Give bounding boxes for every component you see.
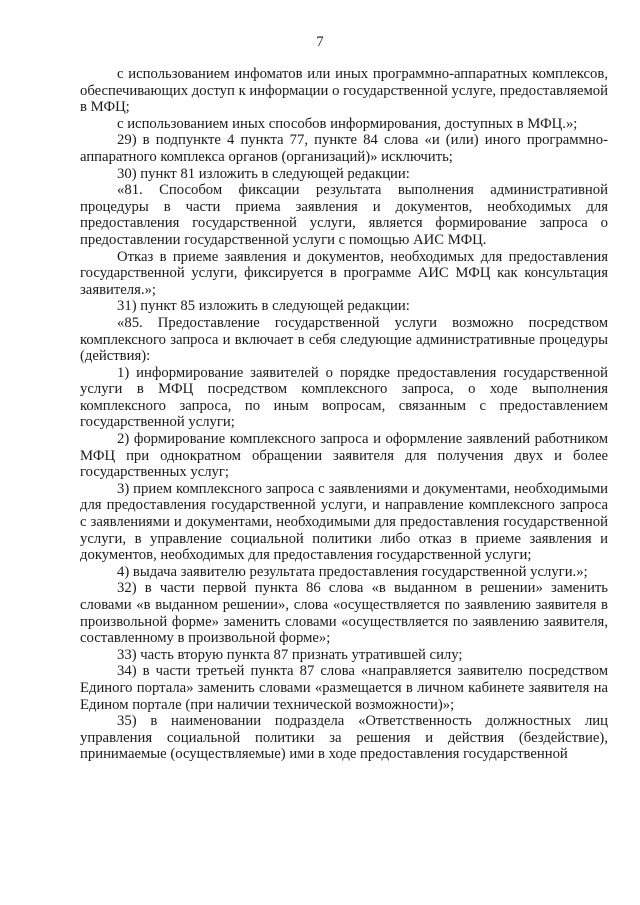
paragraph-item-35: 35) в наименовании подраздела «Ответственность должностных лиц управления социальной политики за решения и действия (бездействие), принимаемые (осуществляемые) ими в ходе предоставления государственной [80,713,608,763]
paragraph-other-methods: с использованием иных способов информирования, доступных в МФЦ.»; [117,115,578,132]
paragraph-clause-85: «85. Предоставление государственной услуги возможно посредством комплексного запроса и включает в себя следующие административные процедуры (действия): [80,314,608,365]
paragraph-sub-2: 2) формирование комплексного запроса и оформление заявлений работником МФЦ при однократном обращении заявителя для получения двух и более государственных услуг; [80,431,608,481]
paragraph-item-33: 33) часть вторую пункта 87 признать утратившей силу; [117,646,463,663]
paragraph-clause-81: «81. Способом фиксации результата выполнения административной процедуры в части приема заявления и документов, необходимых для предоставления государственной услуги, является формирование запроса о предоставлении государственной услуги с помощью АИС МФЦ. [80,182,608,248]
paragraph-sub-1: 1) информирование заявителей о порядке предоставления государственной услуги в МФЦ посредством комплексного запроса, о ходе выполнения комплексного запроса, по иным вопросам, связанным с предоставлением государственной услуги; [80,364,608,431]
paragraph-infomats: с использованием инфоматов или иных программно-аппаратных комплексов, обеспечивающих доступ к информации о государственной услуге, предоставляемой в МФЦ; [80,66,608,116]
paragraph-sub-4: 4) выдача заявителю результата предоставления государственной услуги.»; [117,563,588,580]
paragraph-item-32: 32) в части первой пункта 86 слова «в выданном в решении» заменить словами «в выданном решении», слова «осуществляется по заявлению заявителя в произвольной форме» заменить словами «осуществляется по заявлению заявителя, составленному в произвольной форме»; [80,580,608,647]
paragraph-item-29: 29) в подпункте 4 пункта 77, пункте 84 слова «и (или) иного программно-аппаратного комплекса органов (организаций)» исключить; [80,132,608,165]
page-number: 7 [316,34,324,50]
document-body [80,66,608,763]
paragraph-item-31: 31) пункт 85 изложить в следующей редакции: [117,298,410,315]
paragraph-item-30: 30) пункт 81 изложить в следующей редакции: [117,165,410,182]
paragraph-item-34: 34) в части третьей пункта 87 слова «направляется заявителю посредством Единого портала» заменить словами «размещается в личном кабинете заявителя на Едином портале (при наличии технической возможности)»; [80,663,608,713]
paragraph-refusal: Отказ в приеме заявления и документов, необходимых для предоставления государственной услуги, фиксируется в программе АИС МФЦ как консультация заявителя.»; [80,248,608,298]
paragraph-sub-3: 3) прием комплексного запроса с заявлениями и документами, необходимыми для предоставления государственной услуги, и направление комплексного запроса с заявлениями и документами, необходимыми для предоставления государственной услуги, в управление социальной политики либо отказ в приеме заявления и документов, необходимых для предоставления государственной услуги; [80,480,608,564]
